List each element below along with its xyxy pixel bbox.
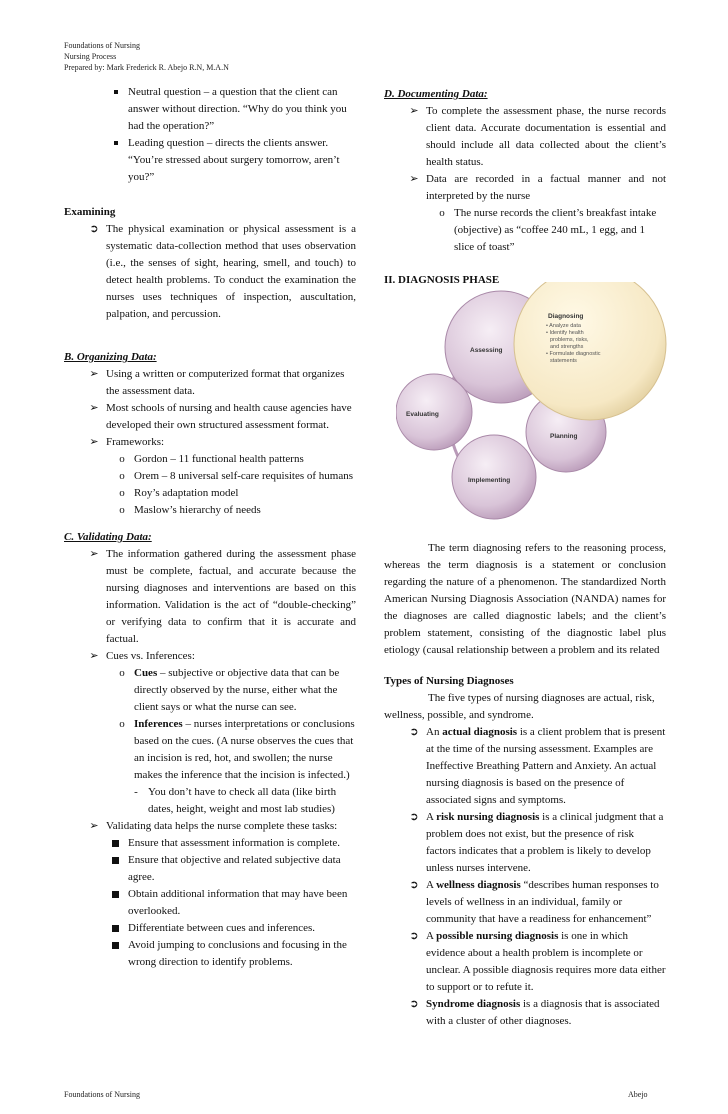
diagnosing-bullet: • Identify health xyxy=(546,330,584,336)
diagnosing-bullet: statements xyxy=(550,358,577,364)
arrow-bullet-icon: ➢ xyxy=(89,820,99,832)
square-bullet-icon xyxy=(114,141,118,145)
documenting-item: ➢ To complete the assessment phase, the nurse records client data. Accurate documentation is essential and should include all data collected about the client’s health status. xyxy=(426,103,666,171)
question-neutral: Neutral question – a question that the client can answer without direction. “Why do you think you had the operation?” xyxy=(128,84,356,135)
arrow-bullet-icon: ➲ xyxy=(409,811,419,823)
diagnosing-bullet: • Analyze data xyxy=(546,323,581,329)
task-item: Ensure that assessment information is complete. xyxy=(128,835,356,852)
framework-item: o Gordon – 11 functional health patterns xyxy=(134,451,356,468)
nursing-process-diagram xyxy=(396,282,696,522)
header-author: Prepared by: Mark Frederick R. Abejo R.N, M.A.N xyxy=(64,63,229,72)
circle-bullet-icon: o xyxy=(119,487,125,499)
right-column-top xyxy=(384,86,666,289)
validating-item: ➢ Cues vs. Inferences: xyxy=(106,648,356,665)
arrow-bullet-icon: ➲ xyxy=(89,223,99,235)
validating-item: ➢ Validating data helps the nurse complete these tasks: xyxy=(106,818,356,835)
circle-bullet-icon: o xyxy=(439,207,445,219)
diagnosing-bullet: • Formulate diagnostic xyxy=(546,351,601,357)
square-bullet-icon xyxy=(112,891,119,898)
dash-bullet-icon: - xyxy=(134,786,138,798)
circle-bullet-icon: o xyxy=(119,718,125,730)
arrow-bullet-icon: ➲ xyxy=(409,998,419,1010)
square-bullet-icon xyxy=(112,857,119,864)
documenting-subitem: o The nurse records the client’s breakfast intake (objective) as “coffee 240 mL, 1 egg, and 1 slice of toast” xyxy=(454,205,666,256)
header-topic: Nursing Process xyxy=(64,52,117,61)
arrow-bullet-icon: ➢ xyxy=(409,105,419,117)
arrow-bullet-icon: ➲ xyxy=(409,879,419,891)
organizing-item: ➢ Frameworks: xyxy=(106,434,356,451)
square-bullet-icon xyxy=(112,942,119,949)
arrow-bullet-icon: ➲ xyxy=(409,930,419,942)
arrow-bullet-icon: ➢ xyxy=(89,650,99,662)
diagnosis-phase-heading: II. DIAGNOSIS PHASE xyxy=(384,274,500,286)
square-bullet-icon xyxy=(112,840,119,847)
documenting-heading: D. Documenting Data: xyxy=(384,88,488,100)
circle-bullet-icon: o xyxy=(119,470,125,482)
question-leading: Leading question – directs the clients answer. “You’re stressed about surgery tomorrow, aren’t you?” xyxy=(128,135,356,186)
square-bullet-icon xyxy=(114,90,118,94)
diagnosing-bullet: and strengths xyxy=(550,344,584,350)
framework-item: o Orem – 8 universal self-care requisites of humans xyxy=(134,468,356,485)
square-bullet-icon xyxy=(112,925,119,932)
task-item: Ensure that objective and related subjective data agree. xyxy=(128,852,356,886)
arrow-bullet-icon: ➢ xyxy=(409,173,419,185)
planning-label: Planning xyxy=(550,433,578,440)
diagnosis-type-item: ➲ A possible nursing diagnosis is one in which evidence about a health problem is incomplete or unclear. A possible diagnosis requires more data either to support or to refute it. xyxy=(426,928,666,996)
circle-bullet-icon: o xyxy=(119,453,125,465)
diagnosis-type-item: ➲ An actual diagnosis is a client problem that is present at the time of the nursing assessment. Examples are Ineffective Breathing Pattern and Anxiety. An actual nursing diagnosis is based on the presence of associated signs and symptoms. xyxy=(426,724,666,809)
framework-item: o Maslow’s hierarchy of needs xyxy=(134,502,356,519)
circle-bullet-icon: o xyxy=(119,504,125,516)
header-course: Foundations of Nursing xyxy=(64,41,140,50)
organizing-heading: B. Organizing Data: xyxy=(64,351,157,363)
framework-item: o Roy’s adaptation model xyxy=(134,485,356,502)
validating-item: ➢ The information gathered during the assessment phase must be complete, factual, and accurate because the nursing diagnoses and interventions are based on this information. Validation is the act of “double-checking” or verifying data to confirm that it is accurate and factual. xyxy=(106,546,356,648)
implementing-label: Implementing xyxy=(468,477,511,484)
organizing-item: ➢ Using a written or computerized format that organizes the assessment data. xyxy=(106,366,356,400)
diagnosis-type-item: ➲ A wellness diagnosis “describes human responses to levels of wellness in an individual, family or community that have a readiness for enhancement” xyxy=(426,877,666,928)
page-header xyxy=(64,40,229,73)
types-heading: Types of Nursing Diagnoses xyxy=(384,675,514,687)
task-item: Obtain additional information that may have been overlooked. xyxy=(128,886,356,920)
arrow-bullet-icon: ➢ xyxy=(89,436,99,448)
types-intro: The five types of nursing diagnoses are actual, risk, wellness, possible, and syndrome. xyxy=(384,692,655,721)
examining-heading: Examining xyxy=(64,206,116,218)
diagnosis-type-item: ➲ A risk nursing diagnosis is a clinical judgment that a problem does not exist, but the presence of risk factors indicates that a problem is likely to develop unless nurses intervene. xyxy=(426,809,666,877)
diagnosis-type-item: ➲ Syndrome diagnosis is a diagnosis that is associated with a cluster of other diagnoses. xyxy=(426,996,666,1030)
inferences-item: o Inferences – nurses interpretations or conclusions based on the cues. (A nurse observes the cues that an incision is red, hot, and swollen; the nurse makes the inference that the incision is infected.) xyxy=(134,716,356,784)
task-item: Avoid jumping to conclusions and focusing in the wrong direction to identify problems. xyxy=(128,937,356,971)
arrow-bullet-icon: ➢ xyxy=(89,548,99,560)
evaluating-label: Evaluating xyxy=(406,411,439,418)
right-column-bottom xyxy=(384,540,666,1030)
cues-item: o Cues – subjective or objective data that can be directly observed by the nurse, either what the client says or what the nurse can see. xyxy=(134,665,356,716)
arrow-bullet-icon: ➢ xyxy=(89,368,99,380)
footer-left: Foundations of Nursing xyxy=(64,1090,140,1099)
task-item: Differentiate between cues and inferences. xyxy=(128,920,356,937)
diagnosing-label: Diagnosing xyxy=(548,313,584,320)
diagnosing-paragraph: The term diagnosing refers to the reasoning process, whereas the term diagnosis is a statement or conclusion regarding the nature of a phenomenon. The standardized North American Nursing Diagnosis Association (NANDA) names for the diagnoses are called diagnostic labels; and the client’s problem statement, consisting of the diagnostic label plus etiology (causal relationship between a problem and its related xyxy=(384,542,666,656)
arrow-bullet-icon: ➢ xyxy=(89,402,99,414)
footer-right: Abejo xyxy=(628,1090,648,1099)
diagnosing-bullet: problems, risks, xyxy=(550,337,589,343)
arrow-bullet-icon: ➲ xyxy=(409,726,419,738)
left-column xyxy=(64,84,356,971)
documenting-item: ➢ Data are recorded in a factual manner and not interpreted by the nurse xyxy=(426,171,666,205)
examining-item: ➲ The physical examination or physical assessment is a systematic data-collection method that uses observation (i.e., the senses of sight, hearing, smell, and touch) to detect health problems. To conduct the examination the nurses uses techniques of inspection, auscultation, palpation, and percussion. xyxy=(106,221,356,323)
assessing-label: Assessing xyxy=(470,347,503,354)
validating-heading: C. Validating Data: xyxy=(64,531,152,543)
dash-item: - You don’t have to check all data (like birth dates, height, weight and most lab studies) xyxy=(148,784,356,818)
circle-bullet-icon: o xyxy=(119,667,125,679)
organizing-item: ➢ Most schools of nursing and health cause agencies have developed their own structured assessment format. xyxy=(106,400,356,434)
